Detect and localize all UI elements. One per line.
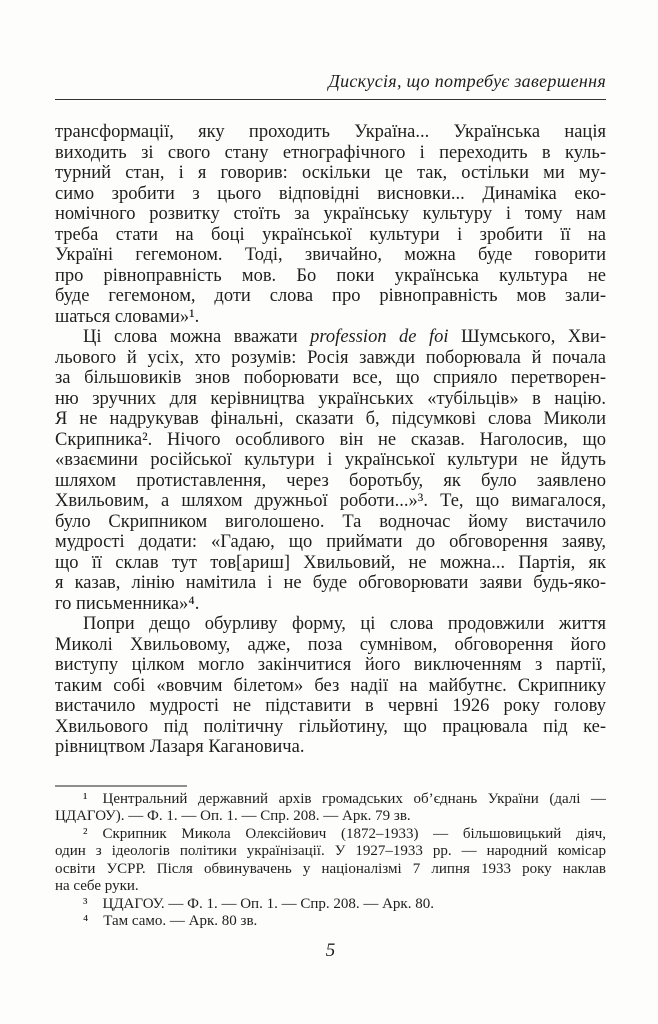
paragraph — [55, 614, 606, 758]
footnote-line: один з ідеологів політики українізації. У 1927–1933 рр. — народний комісар — [55, 843, 606, 859]
footnote-line: ² Скрипник Микола Олексійович (1872–1933) — більшовицький діяч, — [83, 825, 606, 842]
footnote-line: ³ ЦДАГОУ. — Ф. 1. — Оп. 1. — Спр. 208. — Арк. 80. — [83, 895, 434, 912]
footnote — [55, 896, 606, 914]
paragraph — [55, 327, 606, 614]
text-line: турний стан, і я говорив: оскільки це так, остільки ми му- — [55, 163, 606, 183]
text-line: вистачило мудрості не підставити в червні 1926 року голову — [55, 696, 606, 716]
text-line: треба стати на боці української культури і зробити її на — [55, 224, 606, 245]
text-line: номічного розвитку стоїть за українську культуру і тому нам — [55, 204, 606, 224]
text-line: льового й усіх, хто розумів: Росія завжди поборювала й почала — [55, 347, 606, 368]
text-line: трансформації, яку проходить Україна... Українська нація — [55, 122, 606, 142]
footnote-line: освіти УСРР. Після обвинувачень у націоналізмі 7 липня 1933 року наклав — [55, 860, 606, 877]
text-line: рівництвом Лазаря Кагановича. — [55, 737, 305, 757]
header-rule — [55, 99, 606, 100]
text-line: шляхом протиставлення, через боротьбу, як було заявлено — [55, 470, 606, 491]
footnote — [55, 913, 606, 931]
footnote — [55, 791, 606, 826]
text-line: Ці слова можна вважати profession de foi Шумського, Хви- — [83, 327, 606, 347]
footnote-line: ЦДАГОУ). — Ф. 1. — Оп. 1. — Спр. 208. — Арк. 79 зв. — [55, 808, 411, 824]
footnotes — [55, 791, 606, 931]
text-line: я казав, лінію намітила і не буде обговорювати заяви будь-яко- — [55, 573, 606, 593]
text-line: Скрипника². Нічого особливого він не сказав. Наголосив, що — [55, 429, 606, 450]
text-line: що її склав тут тов[ариш] Хвильовий, не можна... Партія, як — [55, 552, 606, 573]
text-line: за більшовиків знов поборювати все, що сприяло перетворен- — [55, 368, 606, 388]
text-line: Я не надрукував фінальні, сказати б, підсумкові слова Миколи — [55, 409, 606, 429]
text-line: Хвильовим, а шляхом дружньої роботи...»³. Те, що вимагалося, — [55, 491, 606, 511]
text-line: про рівноправність мов. Бо поки українська культура не — [55, 265, 606, 286]
text-line: го письменника»⁴. — [55, 593, 200, 614]
footnote-line: ⁴ Там само. — Арк. 80 зв. — [83, 913, 258, 929]
footnote-line: на себе руки. — [55, 878, 139, 894]
text-line: Попри дещо обурливу форму, ці слова продовжили життя — [83, 614, 606, 634]
text-line: Україні гегемоном. Тоді, звичайно, можна буде говорити — [55, 245, 606, 265]
paragraph — [55, 122, 606, 327]
running-header: Дискусія, що потребує завершення — [328, 71, 606, 91]
footnote-line: ¹ Центральний державний архів громадських об’єднань України (далі — — [83, 790, 606, 807]
page-number: 5 — [325, 939, 336, 961]
text-line: виступу цілком могло закінчитися його виключенням з партії, — [55, 655, 606, 675]
text-block — [55, 70, 606, 962]
text-line: Хвильового під політичну гільйотину, що працювала під ке- — [55, 716, 606, 737]
text-line: було Скрипником виголошено. Та водночас йому вистачило — [55, 511, 606, 532]
text-line: виходить зі свого стану етнографічного і переходить в куль- — [55, 142, 606, 163]
text-line: мудрості додати: «Гадаю, що приймати до обговорення заяву, — [55, 532, 606, 552]
text-line: таким собі «вовчим білетом» без надії на майбутнє. Скрипнику — [55, 675, 606, 696]
text-line: шаться словами»¹. — [55, 306, 200, 327]
text-line: «взаємини російської культури і української культури не йдуть — [55, 450, 606, 470]
text-line: симо зробити з цього відповідні висновки... Динаміка еко- — [55, 183, 606, 204]
text-line: Миколі Хвильовому, адже, поза сумнівом, обговорення його — [55, 634, 606, 655]
footnote-separator — [55, 785, 187, 787]
text-line: ню зручних для керівництва українських «тубільців» в націю. — [55, 388, 606, 409]
text-line: буде гегемоном, доти слова про рівноправність мов зали- — [55, 286, 606, 306]
footnote — [55, 826, 606, 896]
body-text — [55, 122, 606, 758]
